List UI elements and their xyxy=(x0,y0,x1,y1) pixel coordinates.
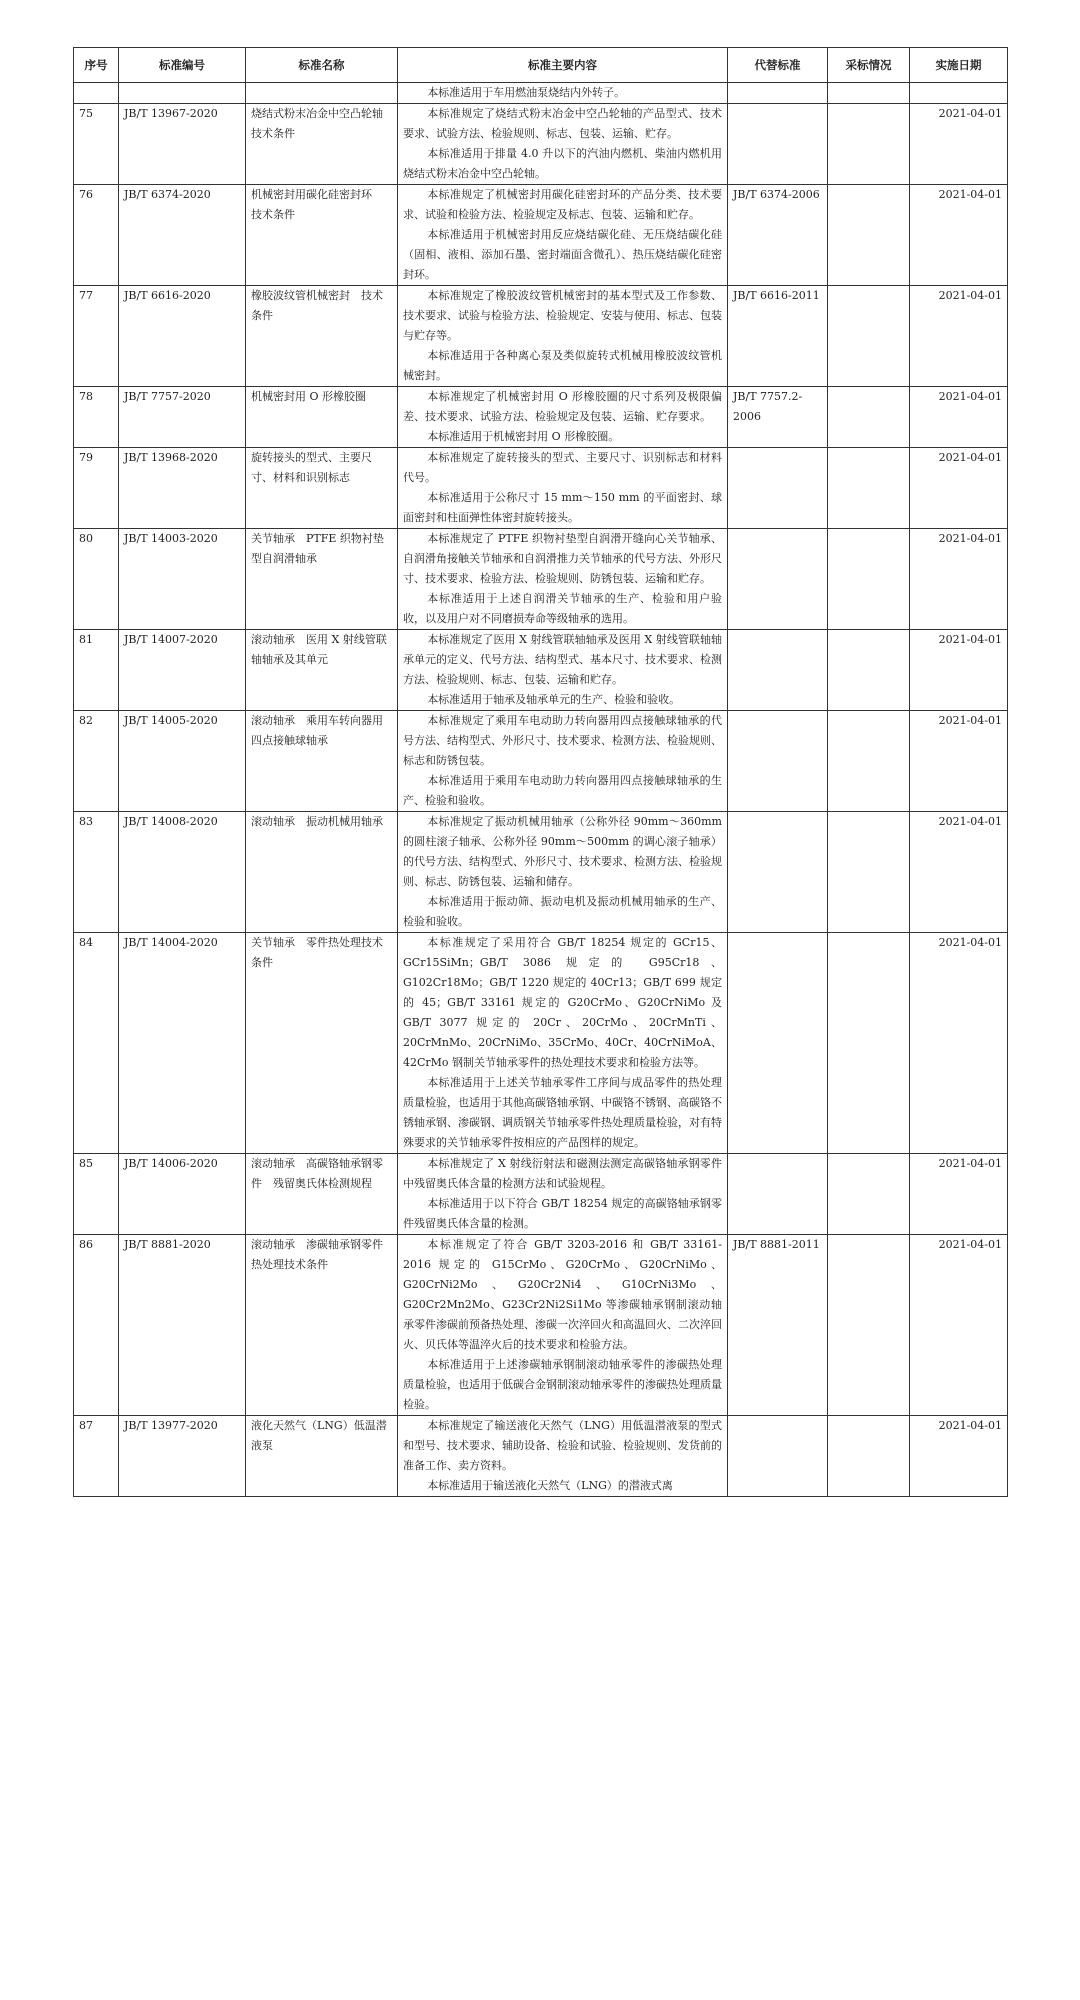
cell-date: 2021-04-01 xyxy=(910,529,1008,630)
header-adoption: 采标情况 xyxy=(828,48,910,83)
cell-seq: 83 xyxy=(74,812,119,933)
cell-name: 关节轴承 零件热处理技术条件 xyxy=(246,933,398,1154)
cell-adoption xyxy=(828,104,910,185)
cell-date: 2021-04-01 xyxy=(910,812,1008,933)
cell-seq: 84 xyxy=(74,933,119,1154)
table-row xyxy=(74,933,1008,1154)
header-date: 实施日期 xyxy=(910,48,1008,83)
cell-date xyxy=(910,83,1008,104)
cell-content xyxy=(398,83,728,104)
cell-seq: 78 xyxy=(74,387,119,448)
cell-adoption xyxy=(828,185,910,286)
cell-seq: 87 xyxy=(74,1416,119,1497)
cell-code: JB/T 14007-2020 xyxy=(119,630,246,711)
cell-code: JB/T 14005-2020 xyxy=(119,711,246,812)
cell-code: JB/T 13977-2020 xyxy=(119,1416,246,1497)
standards-table xyxy=(73,47,1008,1497)
table-row xyxy=(74,1154,1008,1235)
cell-seq xyxy=(74,83,119,104)
content-paragraph: 本标准适用于上述渗碳轴承钢制滚动轴承零件的渗碳热处理质量检验，也适用于低碳合金钢制滚动轴承零件的渗碳热处理质量检验。 xyxy=(403,1358,722,1411)
cell-adoption xyxy=(828,448,910,529)
cell-date: 2021-04-01 xyxy=(910,1416,1008,1497)
cell-content xyxy=(398,185,728,286)
cell-name: 液化天然气（LNG）低温潜液泵 xyxy=(246,1416,398,1497)
cell-name: 机械密封用 O 形橡胶圈 xyxy=(246,387,398,448)
cell-seq: 79 xyxy=(74,448,119,529)
cell-date: 2021-04-01 xyxy=(910,185,1008,286)
content-paragraph: 本标准规定了机械密封用碳化硅密封环的产品分类、技术要求、试验和检验方法、检验规定及标志、包装、运输和贮存。 xyxy=(403,188,722,221)
cell-adoption xyxy=(828,812,910,933)
cell-code: JB/T 14008-2020 xyxy=(119,812,246,933)
cell-adoption xyxy=(828,286,910,387)
cell-date: 2021-04-01 xyxy=(910,630,1008,711)
cell-name: 滚动轴承 医用 X 射线管联轴轴承及其单元 xyxy=(246,630,398,711)
cell-replaced: JB/T 7757.2-2006 xyxy=(728,387,828,448)
cell-name: 机械密封用碳化硅密封环 技术条件 xyxy=(246,185,398,286)
cell-adoption xyxy=(828,933,910,1154)
cell-adoption xyxy=(828,1154,910,1235)
cell-content xyxy=(398,1235,728,1416)
content-paragraph: 本标准适用于车用燃油泵烧结内外转子。 xyxy=(427,86,626,99)
cell-date: 2021-04-01 xyxy=(910,104,1008,185)
cell-code: JB/T 13967-2020 xyxy=(119,104,246,185)
content-paragraph: 本标准适用于机械密封用 O 形橡胶圈。 xyxy=(427,430,620,443)
content-paragraph: 本标准规定了橡胶波纹管机械密封的基本型式及工作参数、技术要求、试验与检验方法、检验规定、安装与使用、标志、包装与贮存等。 xyxy=(403,289,722,342)
cell-seq: 80 xyxy=(74,529,119,630)
cell-replaced: JB/T 8881-2011 xyxy=(728,1235,828,1416)
cell-date: 2021-04-01 xyxy=(910,448,1008,529)
cell-content xyxy=(398,1154,728,1235)
content-paragraph: 本标准规定了旋转接头的型式、主要尺寸、识别标志和材料代号。 xyxy=(403,451,722,484)
cell-name: 烧结式粉末冶金中空凸轮轴 技术条件 xyxy=(246,104,398,185)
content-paragraph: 本标准适用于上述自润滑关节轴承的生产、检验和用户验收，以及用户对不同磨损寿命等级轴承的选用。 xyxy=(403,592,722,625)
header-name: 标准名称 xyxy=(246,48,398,83)
cell-seq: 86 xyxy=(74,1235,119,1416)
cell-seq: 76 xyxy=(74,185,119,286)
cell-replaced xyxy=(728,448,828,529)
content-paragraph: 本标准适用于振动筛、振动电机及振动机械用轴承的生产、检验和验收。 xyxy=(403,895,722,928)
cell-content xyxy=(398,812,728,933)
content-paragraph: 本标准适用于各种离心泵及类似旋转式机械用橡胶波纹管机械密封。 xyxy=(403,349,722,382)
cell-replaced xyxy=(728,1154,828,1235)
cell-adoption xyxy=(828,387,910,448)
table-row xyxy=(74,711,1008,812)
cell-date: 2021-04-01 xyxy=(910,933,1008,1154)
table-body xyxy=(74,83,1008,1497)
content-paragraph: 本标准适用于乘用车电动助力转向器用四点接触球轴承的生产、检验和验收。 xyxy=(403,774,722,807)
cell-date: 2021-04-01 xyxy=(910,711,1008,812)
table-header-row xyxy=(74,48,1008,83)
cell-name xyxy=(246,83,398,104)
cell-content xyxy=(398,711,728,812)
cell-code: JB/T 7757-2020 xyxy=(119,387,246,448)
cell-replaced xyxy=(728,1416,828,1497)
cell-adoption xyxy=(828,1416,910,1497)
content-paragraph: 本标准规定了机械密封用 O 形橡胶圈的尺寸系列及极限偏差、技术要求、试验方法、检验规定及包装、运输、贮存要求。 xyxy=(403,390,722,423)
cell-content xyxy=(398,448,728,529)
header-code: 标准编号 xyxy=(119,48,246,83)
cell-adoption xyxy=(828,529,910,630)
content-paragraph: 本标准规定了符合 GB/T 3203-2016 和 GB/T 33161-2016 规定的 G15CrMo、G20CrMo、G20CrNiMo、G20CrNi2Mo、G20Cr2Ni4、G10CrNi3Mo、G20Cr2Mn2Mo、G23Cr2Ni2Si1Mo 等渗碳轴承钢制滚动轴承零件渗碳前预备热处理、渗碳一次淬回火和高温回火、二次淬回火、贝氏体等温淬火后的技术要求和检验方法。 xyxy=(403,1238,722,1351)
header-content: 标准主要内容 xyxy=(398,48,728,83)
cell-replaced xyxy=(728,104,828,185)
cell-seq: 77 xyxy=(74,286,119,387)
cell-code: JB/T 13968-2020 xyxy=(119,448,246,529)
cell-content xyxy=(398,529,728,630)
table-row xyxy=(74,1235,1008,1416)
cell-date: 2021-04-01 xyxy=(910,387,1008,448)
content-paragraph: 本标准适用于排量 4.0 升以下的汽油内燃机、柴油内燃机用烧结式粉末冶金中空凸轮轴。 xyxy=(403,147,722,180)
content-paragraph: 本标准适用于以下符合 GB/T 18254 规定的高碳铬轴承钢零件残留奥氏体含量的检测。 xyxy=(403,1197,722,1230)
header-seq: 序号 xyxy=(74,48,119,83)
table-row-continuation xyxy=(74,83,1008,104)
cell-code xyxy=(119,83,246,104)
cell-code: JB/T 14006-2020 xyxy=(119,1154,246,1235)
cell-seq: 82 xyxy=(74,711,119,812)
content-paragraph: 本标准规定了振动机械用轴承（公称外径 90mm～360mm 的圆柱滚子轴承、公称外径 90mm～500mm 的调心滚子轴承）的代号方法、结构型式、外形尺寸、技术要求、检测方法、检验规则、标志、防锈包装、运输和储存。 xyxy=(403,815,722,888)
cell-adoption xyxy=(828,1235,910,1416)
cell-content xyxy=(398,387,728,448)
table-row xyxy=(74,286,1008,387)
cell-replaced xyxy=(728,630,828,711)
content-paragraph: 本标准适用于输送液化天然气（LNG）的潜液式离 xyxy=(427,1479,673,1492)
content-paragraph: 本标准适用于机械密封用反应烧结碳化硅、无压烧结碳化硅（固相、液相、添加石墨、密封端面含微孔）、热压烧结碳化硅密封环。 xyxy=(403,228,722,281)
cell-code: JB/T 6374-2020 xyxy=(119,185,246,286)
content-paragraph: 本标准规定了医用 X 射线管联轴轴承及医用 X 射线管联轴轴承单元的定义、代号方法、结构型式、基本尺寸、技术要求、检测方法、检验规则、标志、包装、运输和贮存。 xyxy=(403,633,722,686)
cell-content xyxy=(398,630,728,711)
content-paragraph: 本标准规定了烧结式粉末冶金中空凸轮轴的产品型式、技术要求、试验方法、检验规则、标志、包装、运输、贮存。 xyxy=(403,107,722,140)
table-row xyxy=(74,1416,1008,1497)
cell-content xyxy=(398,104,728,185)
cell-adoption xyxy=(828,630,910,711)
table-row xyxy=(74,104,1008,185)
cell-name: 滚动轴承 振动机械用轴承 xyxy=(246,812,398,933)
cell-name: 滚动轴承 高碳铬轴承钢零件 残留奥氏体检测规程 xyxy=(246,1154,398,1235)
table-row xyxy=(74,387,1008,448)
cell-replaced: JB/T 6616-2011 xyxy=(728,286,828,387)
table-row xyxy=(74,529,1008,630)
table-row xyxy=(74,448,1008,529)
content-paragraph: 本标准适用于上述关节轴承零件工序间与成品零件的热处理质量检验，也适用于其他高碳铬轴承钢、中碳铬不锈钢、高碳铬不锈轴承钢、渗碳钢、调质钢关节轴承零件热处理质量检验，对有特殊要求的关节轴承零件按相应的产品图样的规定。 xyxy=(403,1076,722,1149)
cell-code: JB/T 14004-2020 xyxy=(119,933,246,1154)
cell-seq: 75 xyxy=(74,104,119,185)
content-paragraph: 本标准规定了 X 射线衍射法和磁测法测定高碳铬轴承钢零件中残留奥氏体含量的检测方法和试验规程。 xyxy=(403,1157,722,1190)
content-paragraph: 本标准规定了输送液化天然气（LNG）用低温潜液泵的型式和型号、技术要求、辅助设备、检验和试验、检验规则、发货前的准备工作、卖方资料。 xyxy=(403,1419,722,1472)
cell-date: 2021-04-01 xyxy=(910,1154,1008,1235)
cell-adoption xyxy=(828,83,910,104)
cell-replaced xyxy=(728,812,828,933)
cell-date: 2021-04-01 xyxy=(910,1235,1008,1416)
content-paragraph: 本标准适用于公称尺寸 15 mm～150 mm 的平面密封、球面密封和柱面弹性体密封旋转接头。 xyxy=(403,491,722,524)
table-row xyxy=(74,185,1008,286)
cell-name: 橡胶波纹管机械密封 技术条件 xyxy=(246,286,398,387)
table-row xyxy=(74,812,1008,933)
cell-adoption xyxy=(828,711,910,812)
cell-replaced xyxy=(728,933,828,1154)
cell-code: JB/T 14003-2020 xyxy=(119,529,246,630)
cell-replaced: JB/T 6374-2006 xyxy=(728,185,828,286)
cell-code: JB/T 8881-2020 xyxy=(119,1235,246,1416)
content-paragraph: 本标准规定了乘用车电动助力转向器用四点接触球轴承的代号方法、结构型式、外形尺寸、技术要求、检测方法、检验规则、标志和防锈包装。 xyxy=(403,714,722,767)
cell-content xyxy=(398,286,728,387)
cell-name: 滚动轴承 渗碳轴承钢零件 热处理技术条件 xyxy=(246,1235,398,1416)
cell-date: 2021-04-01 xyxy=(910,286,1008,387)
cell-name: 旋转接头的型式、主要尺寸、材料和识别标志 xyxy=(246,448,398,529)
header-replaced: 代替标准 xyxy=(728,48,828,83)
cell-seq: 85 xyxy=(74,1154,119,1235)
content-paragraph: 本标准适用于轴承及轴承单元的生产、检验和验收。 xyxy=(427,693,681,706)
content-paragraph: 本标准规定了 PTFE 织物衬垫型自润滑开缝向心关节轴承、自润滑角接触关节轴承和自润滑推力关节轴承的代号方法、外形尺寸、技术要求、检验方法、检验规则、防锈包装、运输和贮存。 xyxy=(403,532,722,585)
cell-replaced xyxy=(728,83,828,104)
cell-content xyxy=(398,1416,728,1497)
cell-replaced xyxy=(728,711,828,812)
cell-replaced xyxy=(728,529,828,630)
cell-code: JB/T 6616-2020 xyxy=(119,286,246,387)
cell-seq: 81 xyxy=(74,630,119,711)
table-row xyxy=(74,630,1008,711)
cell-content xyxy=(398,933,728,1154)
cell-name: 关节轴承 PTFE 织物衬垫型自润滑轴承 xyxy=(246,529,398,630)
content-paragraph: 本标准规定了采用符合 GB/T 18254 规定的 GCr15、GCr15SiMn；GB/T 3086 规定的 G95Cr18、G102Cr18Mo；GB/T 1220 规定的 40Cr13；GB/T 699 规定的 45；GB/T 33161 规定的 G20CrMo、G20CrNiMo 及 GB/T 3077 规定的 20Cr、20CrMo、20CrMnTi、20CrMnMo、20CrNiMo、35CrMo、40Cr、40CrNiMoA、42CrMo 钢制关节轴承零件的热处理技术要求和检验方法等。 xyxy=(403,936,722,1069)
cell-name: 滚动轴承 乘用车转向器用四点接触球轴承 xyxy=(246,711,398,812)
